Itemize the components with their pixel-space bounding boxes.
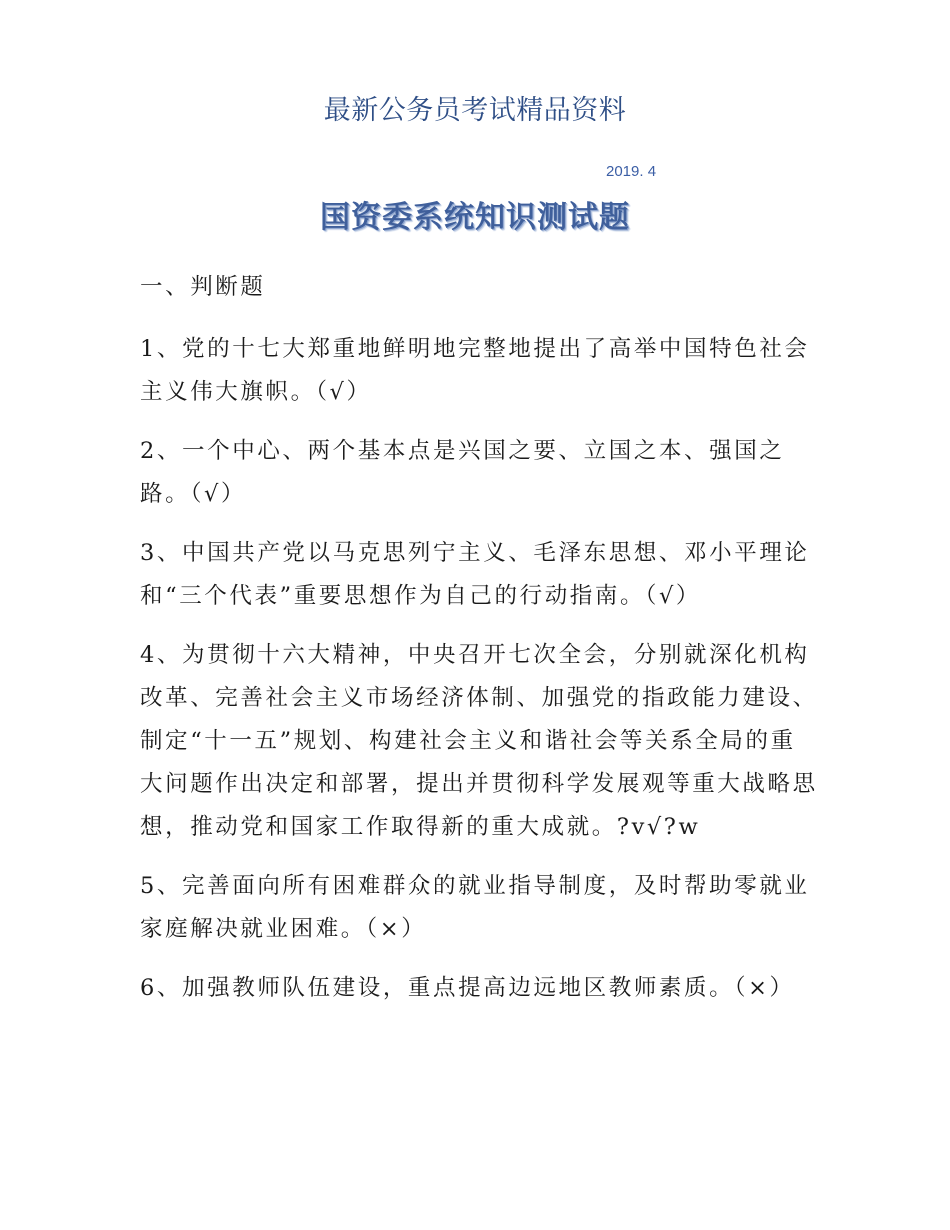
document-body xyxy=(140,266,820,1026)
question-4: 4、为贯彻十六大精神，中央召开七次全会，分别就深化机构改革、完善社会主义市场经济体制、加强党的指政能力建设、制定“十一五”规划、构建社会主义和谐社会等关系全局的重大问题作出决定和部署，提出并贯彻科学发展观等重大战略思想，推动党和国家工作取得新的重大成就。?v√?w xyxy=(140,642,818,840)
question-6: 6、加强教师队伍建设，重点提高边远地区教师素质。（×） xyxy=(140,975,795,1001)
question-1: 1、党的十七大郑重地鲜明地完整地提出了高举中国特色社会主义伟大旗帜。（√） xyxy=(140,336,810,405)
section-heading: 一、判断题 xyxy=(140,274,266,300)
header-date: 2019. 4 xyxy=(606,163,657,180)
question-5: 5、完善面向所有困难群众的就业指导制度，及时帮助零就业家庭解决就业困难。（×） xyxy=(140,873,810,942)
document-title: 国资委系统知识测试题 xyxy=(320,200,630,235)
question-2: 2、一个中心、两个基本点是兴国之要、立国之本、强国之路。（√） xyxy=(140,438,785,507)
header-title: 最新公务员考试精品资料 xyxy=(323,95,627,126)
question-3: 3、中国共产党以马克思列宁主义、毛泽东思想、邓小平理论和“三个代表”重要思想作为自己的行动指南。（√） xyxy=(140,540,810,609)
